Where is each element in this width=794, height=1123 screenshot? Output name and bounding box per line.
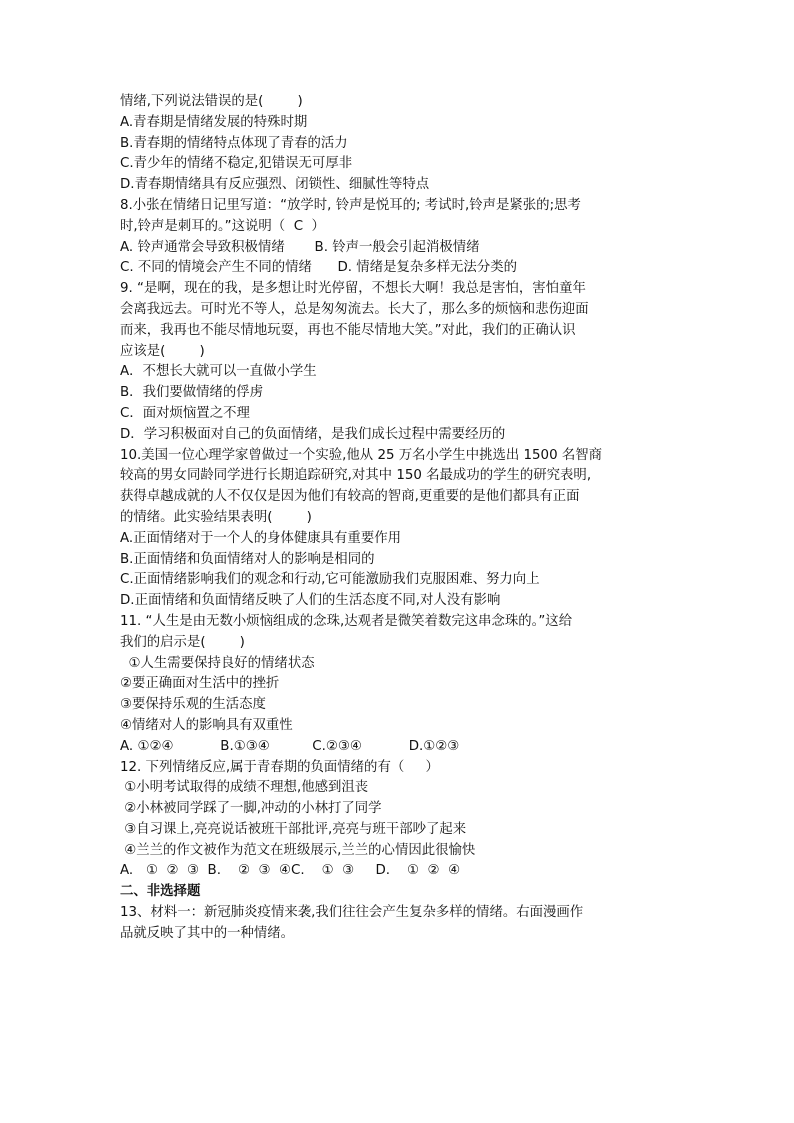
question-12-item-1: ①小明考试取得的成绩不理想,他感到沮丧 <box>120 780 369 796</box>
question-11-stem-cont: 我们的启示是( ) <box>120 634 245 650</box>
question-13-material-cont: 品就反映了其中的一种情绪。 <box>120 925 295 941</box>
question-10-option-c: C.正面情绪影响我们的观念和行动,它可能激励我们克服困难、努力向上 <box>120 572 540 588</box>
question-9-option-b: B．我们要做情绪的俘虏 <box>120 385 264 401</box>
question-8-stem-cont: 时,铃声是刺耳的。”这说明（ C ） <box>120 218 325 234</box>
question-9-option-a: A．不想长大就可以一直做小学生 <box>120 364 317 380</box>
question-11-item-3: ③要保持乐观的生活态度 <box>120 697 266 713</box>
question-11-item-1: ①人生需要保持良好的情绪状态 <box>120 655 315 671</box>
question-10-option-d: D.正面情绪和负面情绪反映了人们的生活态度不同,对人没有影响 <box>120 593 501 609</box>
question-7-option-d: D.青春期情绪具有反应强烈、闭锁性、细腻性等特点 <box>120 177 430 193</box>
question-9-stem-cont: 而来，我再也不能尽情地玩耍，再也不能尽情地大笑。”对此，我们的正确认识 <box>120 322 576 338</box>
document-page <box>120 92 680 945</box>
question-9-option-c: C．面对烦恼置之不理 <box>120 405 250 421</box>
question-10-option-a: A.正面情绪对于一个人的身体健康具有重要作用 <box>120 530 401 546</box>
question-9-stem-cont: 会离我远去。可时光不等人，总是匆匆流去。长大了，那么多的烦恼和悲伤迎面 <box>120 301 589 317</box>
question-7-stem: 情绪,下列说法错误的是( ) <box>120 94 303 109</box>
question-11-item-2: ②要正确面对生活中的挫折 <box>120 676 280 692</box>
question-10-stem-cont: 较高的男女同龄同学进行长期追踪研究,对其中 150 名最成功的学生的研究表明, <box>120 468 592 484</box>
question-10-stem-cont: 的情绪。此实验结果表明( ) <box>120 509 312 525</box>
section-heading: 二、非选择题 <box>120 884 201 900</box>
question-9-stem: 9. “是啊，现在的我，是多想让时光停留，不想长大啊！我总是害怕，害怕童年 <box>120 281 586 297</box>
question-7-option-a: A.青春期是情绪发展的特殊时期 <box>120 114 308 130</box>
question-11-stem: 11. “人生是由无数小烦恼组成的念珠,达观者是微笑着数完这串念珠的。”这给 <box>120 613 573 629</box>
question-10-option-b: B.正面情绪和负面情绪对人的影响是相同的 <box>120 551 375 567</box>
question-8-options-ab: A. 铃声通常会导致积极情绪 B. 铃声一般会引起消极情绪 <box>120 239 480 255</box>
question-13-material: 13、材料一：新冠肺炎疫情来袭,我们往往会产生复杂多样的情绪。右面漫画作 <box>120 905 584 921</box>
question-9-stem-cont: 应该是( ) <box>120 343 205 359</box>
question-7-option-b: B.青春期的情绪特点体现了青春的活力 <box>120 135 348 151</box>
question-12-options: A. ① ② ③ B. ② ③ ④C. ① ③ D. ① ② ④ <box>120 863 461 879</box>
question-10-stem-cont: 获得卓越成就的人不仅仅是因为他们有较高的智商,更重要的是他们都具有正面 <box>120 489 580 505</box>
question-12-stem: 12. 下列情绪反应,属于青春期的负面情绪的有（ ） <box>120 759 439 775</box>
question-12-item-3: ③自习课上,亮亮说话被班干部批评,亮亮与班干部吵了起来 <box>120 821 467 837</box>
question-9-option-d: D．学习积极面对自己的负面情绪，是我们成长过程中需要经历的 <box>120 426 506 442</box>
question-12-item-2: ②小林被同学踩了一脚,冲动的小林打了同学 <box>120 801 382 817</box>
question-11-options: A. ①②④ B.①③④ C.②③④ D.①②③ <box>120 738 460 754</box>
question-12-item-4: ④兰兰的作文被作为范文在班级展示,兰兰的心情因此很愉快 <box>120 842 476 858</box>
question-8-options-cd: C. 不同的情境会产生不同的情绪 D. 情绪是复杂多样无法分类的 <box>120 260 517 276</box>
question-11-item-4: ④情绪对人的影响具有双重性 <box>120 717 293 733</box>
question-7-option-c: C.青少年的情绪不稳定,犯错误无可厚非 <box>120 156 353 172</box>
question-10-stem: 10.美国一位心理学家曾做过一个实验,他从 25 万名小学生中挑选出 1500 名智商 <box>120 447 603 463</box>
question-8-stem: 8.小张在情绪日记里写道：“放学时, 铃声是悦耳的; 考试时,铃声是紧张的;思考 <box>120 197 581 213</box>
